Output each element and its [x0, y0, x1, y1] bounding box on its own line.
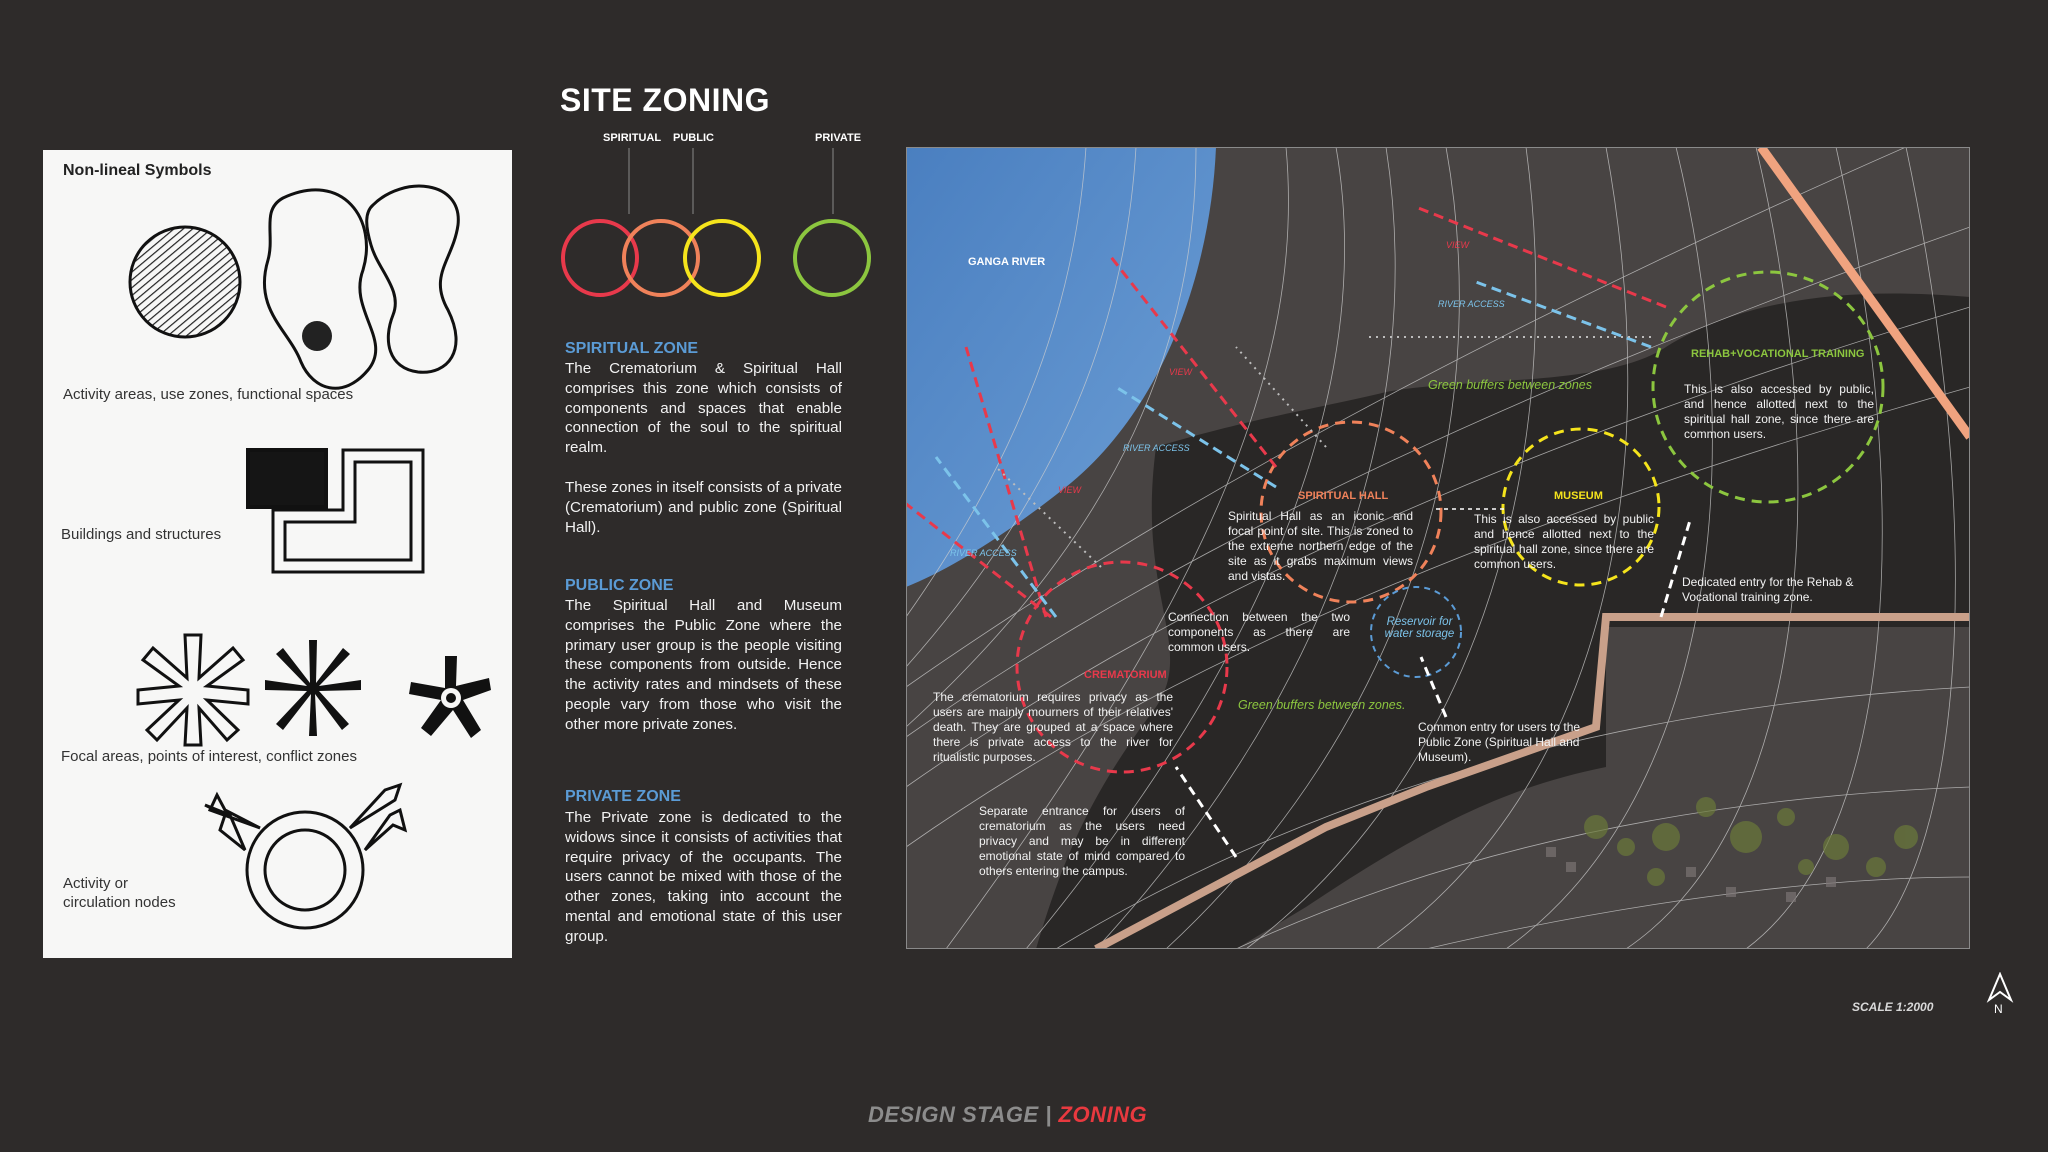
museum-note: This is also accessed by public and hence allotted next to the spiritual hall zone, since there are common users. [1474, 512, 1654, 571]
site-zoning-map [906, 147, 1970, 949]
north-arrow [1985, 972, 2015, 1018]
symbols-drawing [43, 150, 512, 958]
private-zone-body: The Private zone is dedicated to the widows since it consists of activities that require privacy of the occupants. The users cannot be mixed with those of the other zones, taking into account the mental and emotional state of this user group. [565, 809, 842, 945]
spiritual-zone-title: SPIRITUAL ZONE [565, 340, 699, 357]
spiritual-zone-body: The Crematorium & Spiritual Hall comprises this zone which consists of components and spaces that enable connection of the soul to the spiritual realm. [565, 360, 842, 457]
river-access-label-2: RIVER ACCESS [950, 548, 1017, 558]
symbol-label-buildings: Buildings and structures [61, 526, 222, 543]
private-zone-title: PRIVATE ZONE [565, 788, 681, 805]
river-access-label-3: RIVER ACCESS [1438, 299, 1505, 309]
rehab-label: REHAB+VOCATIONAL TRAINING [1691, 348, 1865, 360]
river-label: GANGA RIVER [968, 256, 1046, 268]
legend-label-public: PUBLIC [673, 132, 714, 144]
view-label-1: VIEW [1169, 367, 1193, 377]
spiritual-hall-label: SPIRITUAL HALL [1298, 490, 1389, 502]
river-access-label-1: RIVER ACCESS [1123, 443, 1190, 453]
view-label-3: VIEW [1446, 240, 1470, 250]
symbol-label-focal: Focal areas, points of interest, conflict zones [61, 748, 357, 765]
blob-symbol [264, 190, 375, 388]
symbol-label-circulation: circulation nodes [63, 894, 176, 911]
public-zone-body: The Spiritual Hall and Museum comprises the Public Zone where the primary user group is the people visiting these components from outside. Hence the activity rates and mindsets of these people vary from those who visit the other more private zones. [565, 597, 842, 733]
separate-entrance-note: Separate entrance for users of crematorium as the users need privacy and may be in different emotional state of mind compared to others entering the campus. [979, 804, 1185, 878]
symbols-heading: Non-lineal Symbols [63, 162, 212, 179]
dot-symbol [302, 321, 332, 351]
hatched-circle-symbol [130, 227, 240, 337]
north-label: N [1994, 1002, 2003, 1016]
legend-circle-private [795, 221, 869, 295]
legend-label-private: PRIVATE [815, 132, 862, 144]
spiritual-zone-body-2: These zones in itself consists of a private (Crematorium) and public zone (Spiritual Hall). [565, 479, 842, 536]
circulation-node-symbol [205, 785, 405, 928]
public-zone-title: PUBLIC ZONE [565, 577, 674, 594]
green-buffer-label-bottom: Green buffers between zones. [1238, 698, 1406, 712]
view-label-2: VIEW [1058, 485, 1082, 495]
museum-label: MUSEUM [1554, 490, 1603, 502]
spiritual-hall-note: Spiritual Hall as an iconic and focal point of site. This is zoned to the extreme northern edge of the site as it grabs maximum views and vistas. [1228, 509, 1413, 583]
footer [868, 1102, 1147, 1128]
star-outline-symbol [138, 635, 248, 745]
zone-legend [555, 148, 875, 306]
symbol-label-activity-or: Activity or [63, 875, 129, 892]
north-arrow-icon [1985, 972, 2015, 1004]
reservoir-label: Reservoir for water storage [1384, 616, 1455, 640]
building-solid-symbol [248, 450, 326, 507]
figure-eight-symbol [367, 186, 459, 372]
green-buffer-label-top: Green buffers between zones [1428, 378, 1592, 392]
legend-label-spiritual: SPIRITUAL [603, 132, 662, 144]
common-entry-note: Common entry for users to the Public Zone (Spiritual Hall and Museum). [1418, 720, 1581, 764]
connection-note: Connection between the two components as there are common users. [1168, 610, 1350, 654]
pinwheel-symbol [409, 656, 491, 738]
crematorium-label: CREMATORIUM [1084, 669, 1167, 681]
footer-stage: DESIGN STAGE | [868, 1102, 1052, 1127]
page-title: SITE ZONING [560, 82, 770, 118]
rehab-note: This is also accessed by public, and hence allotted next to the spiritual hall zone, since there are common users. [1684, 382, 1874, 441]
scale-label: SCALE 1:2000 [1852, 1000, 1934, 1014]
asterisk-symbol [265, 640, 361, 736]
symbol-label-activity: Activity areas, use zones, functional spaces [63, 386, 354, 403]
dedicated-entry-note: Dedicated entry for the Rehab & Vocational training zone. [1682, 575, 1854, 604]
symbols-panel [43, 150, 512, 958]
footer-topic: ZONING [1058, 1102, 1148, 1127]
crematorium-note: The crematorium requires privacy as the users are mainly mourners of their relatives' death. They are grouped at a space where there is private access to the river for ritualistic purposes. [933, 690, 1173, 764]
